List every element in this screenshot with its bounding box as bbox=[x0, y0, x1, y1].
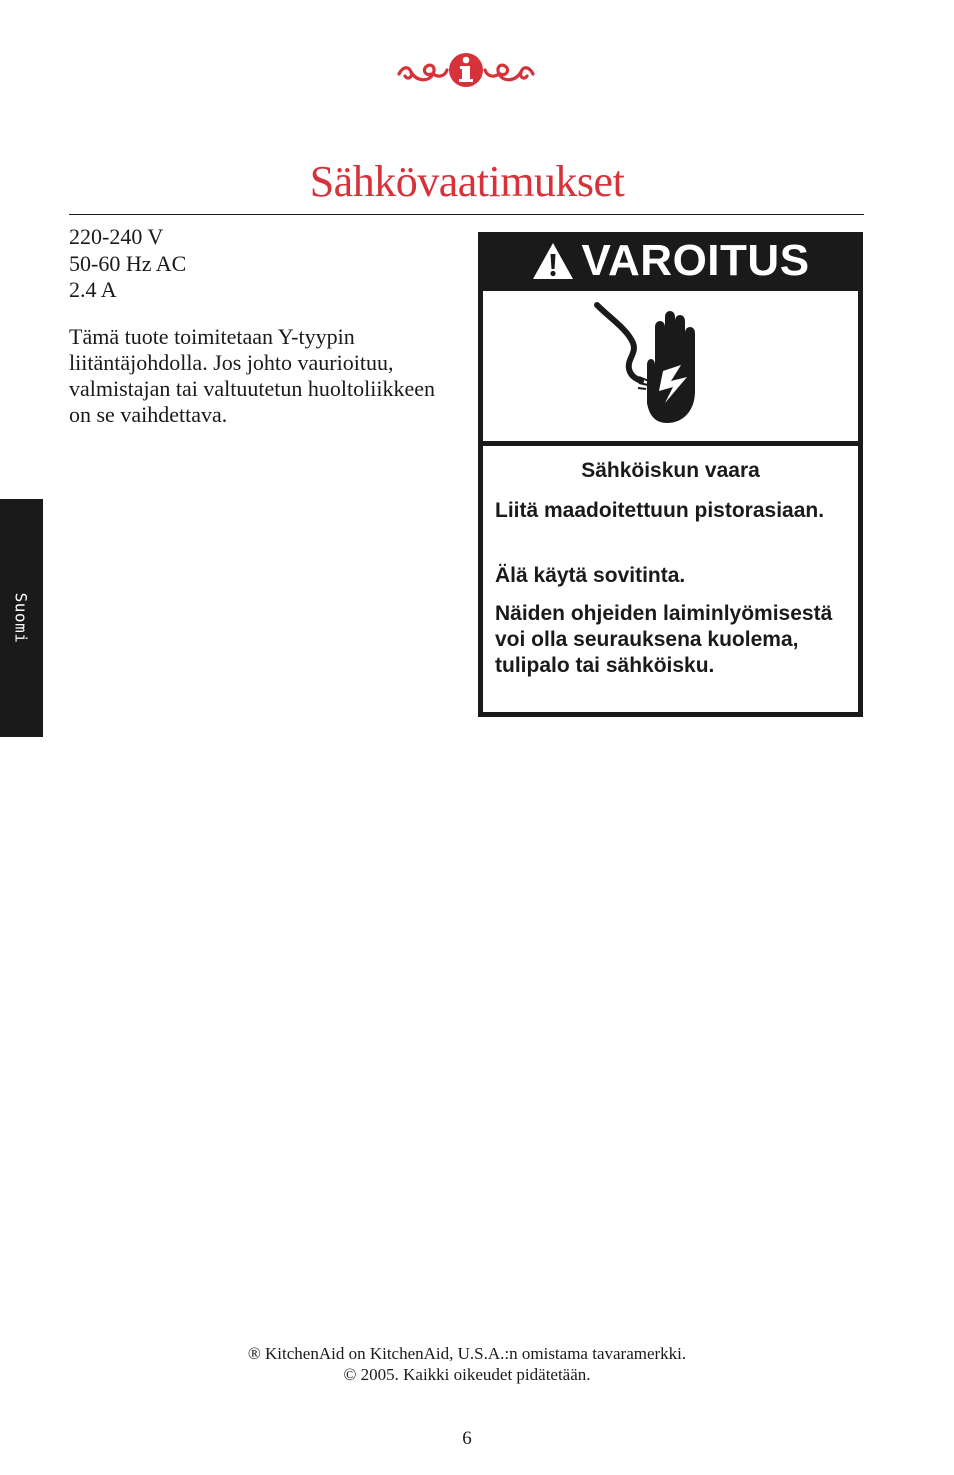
warning-box bbox=[478, 232, 863, 717]
page-number: 6 bbox=[462, 1428, 472, 1449]
page-title: Sähkövaatimukset bbox=[309, 157, 625, 206]
spec-frequency: 50-60 Hz AC bbox=[69, 250, 187, 276]
warning-pictogram-panel bbox=[483, 291, 858, 441]
warning-header bbox=[478, 232, 863, 290]
title-divider bbox=[69, 214, 864, 215]
electrical-specs bbox=[69, 224, 186, 304]
language-side-tab-label: Suomi bbox=[11, 592, 31, 644]
warning-text-panel bbox=[483, 446, 858, 712]
warning-line-consequence: Näiden ohjeiden laiminlyömisestä voi olla seurauksena kuolema, tulipalo tai sähköisku. bbox=[495, 602, 833, 677]
warning-subtitle: Sähköiskun vaara bbox=[581, 459, 760, 482]
warning-triangle-icon bbox=[531, 241, 575, 281]
info-ornament-icon bbox=[395, 52, 537, 92]
electric-shock-hand-icon bbox=[593, 299, 713, 429]
copyright-notice: © 2005. Kaikki oikeudet pidätetään. bbox=[343, 1365, 591, 1384]
footer bbox=[0, 1343, 934, 1385]
spec-voltage: 220-240 V bbox=[69, 224, 164, 249]
spec-current: 2.4 A bbox=[69, 277, 117, 302]
warning-header-text: VAROITUS bbox=[581, 236, 810, 285]
warning-line-ground: Liitä maadoitettuun pistorasiaan. bbox=[495, 499, 825, 522]
cord-info-paragraph: Tämä tuote toimitetaan Y-tyypin liitäntäjohdolla. Jos johto vaurioituu, valmistajan tai valtuutetun huoltoliikkeen on se vaihdettava. bbox=[69, 324, 435, 427]
trademark-notice: ® KitchenAid on KitchenAid, U.S.A.:n omistama tavaramerkki. bbox=[247, 1344, 687, 1363]
warning-line-adapter: Älä käytä sovitinta. bbox=[495, 564, 686, 587]
